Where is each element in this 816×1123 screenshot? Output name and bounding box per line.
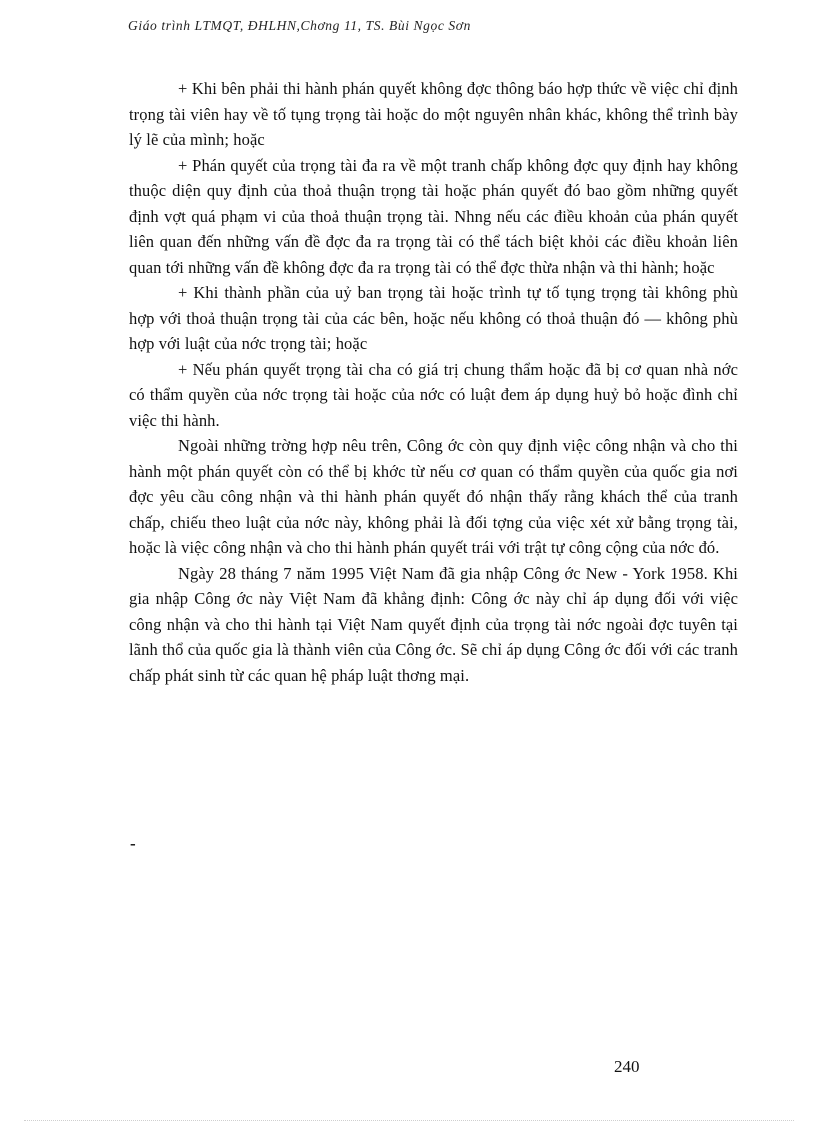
paragraph-4: + Nếu phán quyết trọng tài cha có giá trị chung thẩm hoặc đã bị cơ quan nhà nớc có thẩm quyền của nớc trọng tài hoặc của nớc có luật đem áp dụng huỷ bỏ hoặc đình chỉ việc thi hành. bbox=[129, 359, 738, 430]
paragraph-3: + Khi thành phần của uỷ ban trọng tài hoặc trình tự tố tụng trọng tài không phù hợp với thoả thuận trọng tài của các bên, hoặc nếu không có thoả thuận đó — không phù hợp với luật của nớc trọng tài; hoặc bbox=[129, 283, 738, 353]
paragraph-1: + Khi bên phải thi hành phán quyết không đợc thông báo hợp thức về việc chỉ định trọng tài viên hay về tố tụng trọng tài hoặc do một nguyên nhân khác, không thể trình bày lý lẽ của mình; hoặc bbox=[129, 79, 738, 149]
page-number: 240 bbox=[614, 1057, 640, 1076]
body-text bbox=[129, 76, 738, 688]
paragraph-5: Ngoài những trờng hợp nêu trên, Công ớc còn quy định việc công nhận và cho thi hành một phán quyết còn có thể bị khớc từ nếu cơ quan có thẩm quyền của quốc gia nơi đợc yêu cầu công nhận và thi hành phán quyết đó nhận thấy rằng khách thể của tranh chấp, chiếu theo luật của nớc này, không phải là đối tợng của việc xét xử bằng trọng tài, hoặc là việc công nhận và cho thi hành phán quyết trái với trật tự công cộng của nớc đó. bbox=[129, 436, 738, 557]
running-header: Giáo trình LTMQT, ĐHLHN,Chơng 11, TS. Bùi Ngọc Sơn bbox=[128, 18, 471, 33]
footer-divider bbox=[24, 1120, 794, 1121]
paragraph-2: + Phán quyết của trọng tài đa ra về một tranh chấp không đợc quy định hay không thuộc diện quy định của thoả thuận trọng tài hoặc phán quyết đó bao gồm những quyết định vợt quá phạm vi của thoả thuận trọng tài. Nhng nếu các điều khoản của phán quyết liên quan đến những vấn đề đợc đa ra trọng tài có thể tách biệt khỏi các điều khoản liên quan tới những vấn đề không đợc đa ra trọng tài có thể đợc thừa nhận và thi hành; hoặc bbox=[129, 155, 738, 277]
dash-mark: - bbox=[130, 834, 136, 853]
paragraph-6: Ngày 28 tháng 7 năm 1995 Việt Nam đã gia nhập Công ớc New - York 1958. Khi gia nhập Công ớc này Việt Nam đã khẳng định: Công ớc này chỉ áp dụng đối với việc công nhận và cho thi hành tại Việt Nam quyết định của trọng tài nớc ngoài đợc tuyên tại lãnh thổ của quốc gia là thành viên của Công ớc. Sẽ chỉ áp dụng Công ớc đối với các tranh chấp phát sinh từ các quan hệ pháp luật thơng mại. bbox=[129, 563, 738, 685]
